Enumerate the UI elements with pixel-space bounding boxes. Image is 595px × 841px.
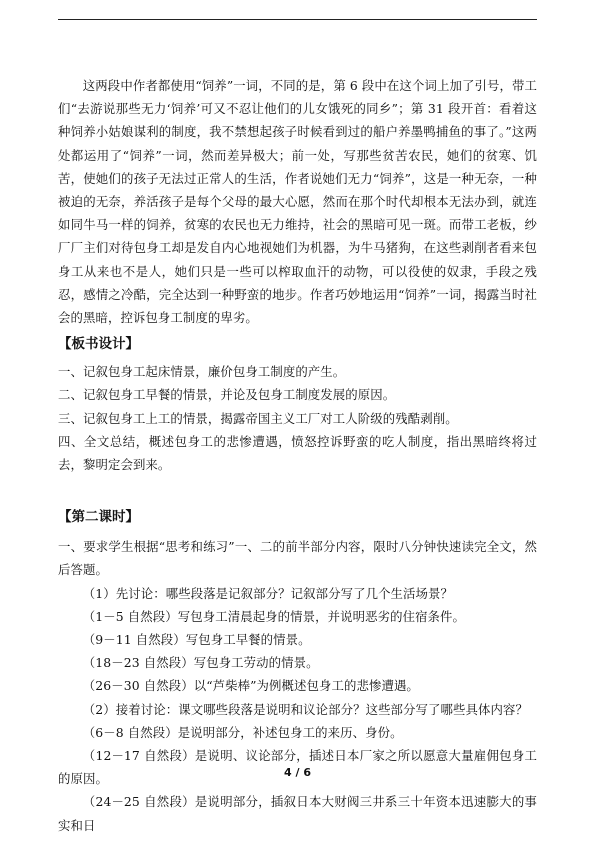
page-number: 4 / 6 xyxy=(284,766,311,779)
lesson2-item-9: （24－25 自然段）是说明部分，插叙日本大财阀三井系三十年资本迅速膨大的事实和日 xyxy=(58,794,537,833)
lesson2-item-4: （18－23 自然段）写包身工劳动的情景。 xyxy=(82,655,319,671)
lesson2-item-2: （1－5 自然段）写包身工清晨起身的情景，并说明恶劣的住宿条件。 xyxy=(82,608,466,624)
board-item-2: 二、记叙包身工早餐的情景，并论及包身工制度发展的原因。 xyxy=(58,387,396,403)
lesson2-item-5: （26－30 自然段）以“芦柴棒”为例概述包身工的悲惨遭遇。 xyxy=(82,678,419,694)
board-design-heading: 【板书设计】 xyxy=(58,336,139,353)
lesson2-item-6: （2）接着讨论：课文哪些段落是说明和议论部分？这些部分写了哪些具体内容？ xyxy=(82,701,528,717)
analysis-paragraph: 这两段中作者都使用“饲养”一词，不同的是，第 6 段中在这个词上加了引号，带工们“去游说那些无力‘饲养’可又不忍让他们的儿女饿死的同乡”；第 31 段开首：看着这种饲养小姑娘谋利的制度，我不禁想起孩子时候看到过的船户养墨鸭捕鱼的事了。”这两处都运用了“饲养”一词，然而差异极大；前一处，写那些贫苦农民，她们的贫寒、饥苦，使她们的孩子无法过正常人的生活，作者说她们无力“饲养”，这是一种无奈，一种被迫的无奈，养活孩子是每个父母的最大心愿，然而在那个时代却根本无法办到，就连如同牛马一样的饲养，贫寒的农民也无力维持，社会的黑暗可见一斑。而带工老板，纱厂厂主们对待包身工却是发自内心地视她们为机器，为牛马猪狗，在这些剥削者看来包身工从来也不是人，她们只是一些可以榨取血汗的动物，可以役使的奴隶，手段之残忍，感情之冷酷，完全达到一种野蛮的地步。作者巧妙地运用“饲养”一词，揭露当时社会的黑暗，控诉包身工制度的卑劣。 xyxy=(58,78,537,326)
lesson2-item-7: （6－8 自然段）是说明部分，补述包身工的来历、身份。 xyxy=(82,724,403,740)
document-body xyxy=(58,74,537,837)
lesson2-item-8: （12－17 自然段）是说明、议论部分，插述日本厂家之所以愿意大量雇佣包身工的原因。 xyxy=(58,748,537,787)
second-lesson-heading: 【第二课时】 xyxy=(58,509,139,526)
lesson2-item-3: （9－11 自然段）写包身工早餐的情景。 xyxy=(82,632,311,648)
board-item-1: 一、记叙包身工起床情景，廉价包身工制度的产生。 xyxy=(58,364,346,380)
board-item-3: 三、记叙包身工上工的情景，揭露帝国主义工厂对工人阶级的残酷剥削。 xyxy=(58,410,458,426)
lesson2-intro: 一、要求学生根据“思考和练习”一、二的前半部分内容，限时八分钟快速读完全文，然后答题。 xyxy=(58,539,537,578)
lesson2-item-1: （1）先讨论：哪些段落是记叙部分？记叙部分写了几个生活场景？ xyxy=(82,585,454,601)
header-rule xyxy=(58,19,537,20)
board-item-4: 四、全文总结，概述包身工的悲惨遭遇，愤怒控诉野蛮的吃人制度，指出黑暗终将过去，黎明定会到来。 xyxy=(58,433,537,473)
